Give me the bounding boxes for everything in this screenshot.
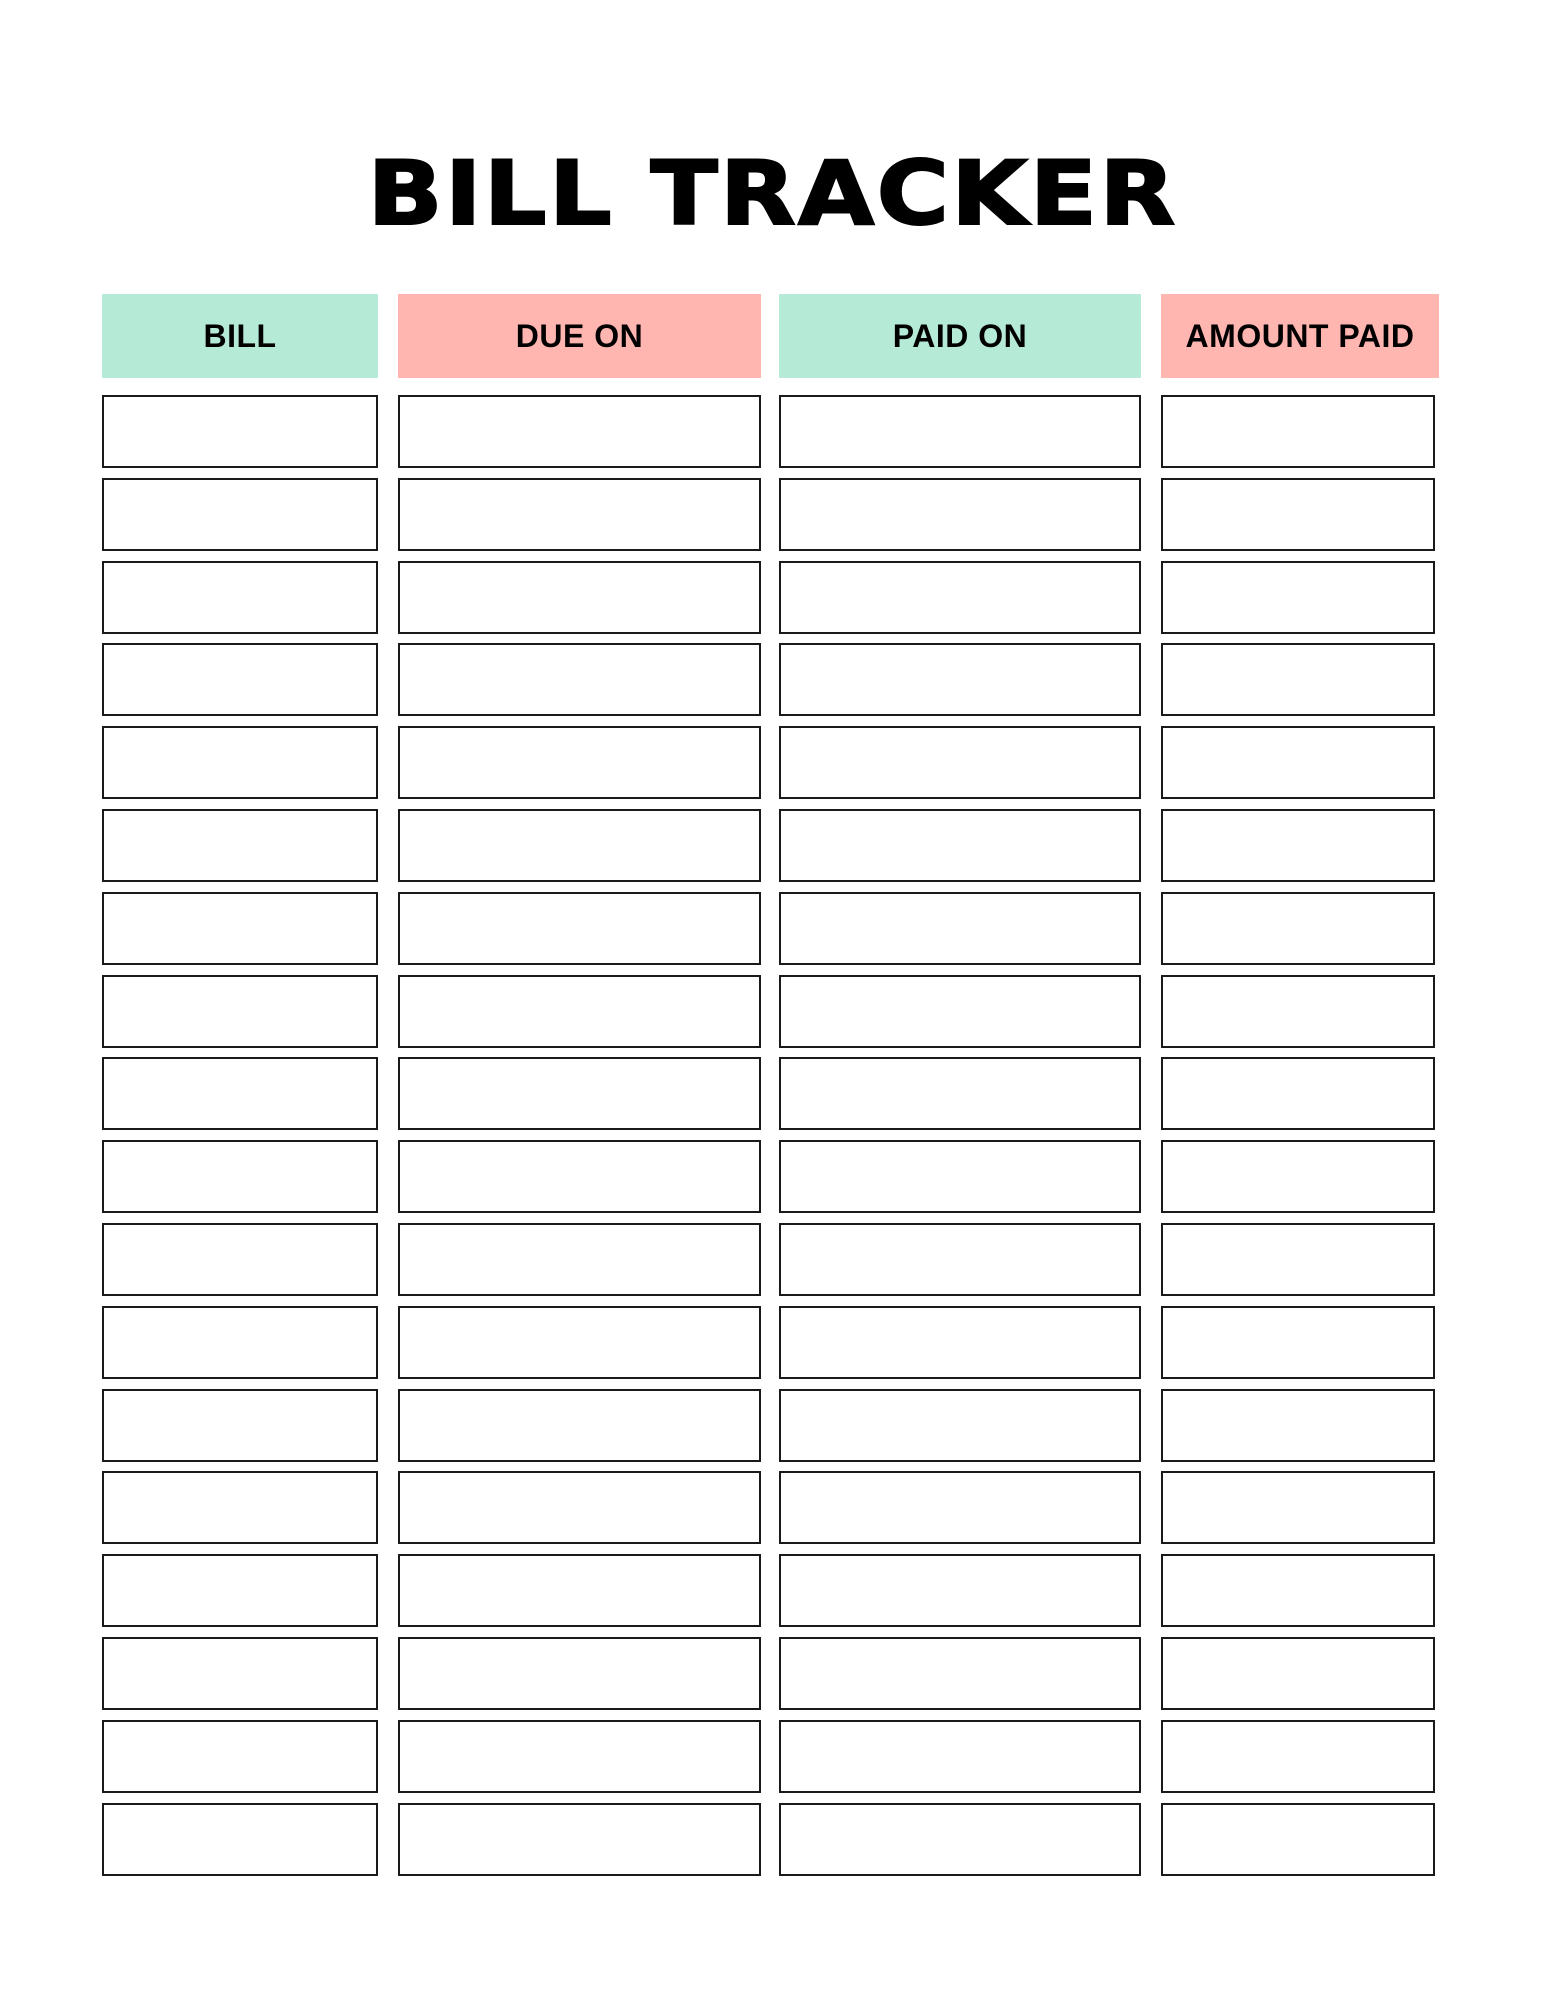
table-cell-amount-paid[interactable]: [1161, 561, 1435, 634]
table-cell-paid-on[interactable]: [779, 1223, 1141, 1296]
table-cell-bill[interactable]: [102, 1720, 378, 1793]
table-cell-bill[interactable]: [102, 1471, 378, 1544]
table-cell-bill[interactable]: [102, 726, 378, 799]
table-cell-due-on[interactable]: [398, 1389, 761, 1462]
table-cell-paid-on[interactable]: [779, 1471, 1141, 1544]
table-cell-due-on[interactable]: [398, 1554, 761, 1627]
table-cell-bill[interactable]: [102, 1223, 378, 1296]
table-cell-bill[interactable]: [102, 975, 378, 1048]
page-title: BILL TRACKER: [367, 142, 1178, 245]
table-cell-amount-paid[interactable]: [1161, 809, 1435, 882]
table-cell-due-on[interactable]: [398, 975, 761, 1048]
table-cell-due-on[interactable]: [398, 1803, 761, 1876]
table-cell-paid-on[interactable]: [779, 892, 1141, 965]
column-bill: [102, 294, 378, 378]
header-amount-paid: AMOUNT PAID: [1161, 294, 1439, 378]
table-cell-bill[interactable]: [102, 1140, 378, 1213]
table-cell-bill[interactable]: [102, 1637, 378, 1710]
table-cell-due-on[interactable]: [398, 726, 761, 799]
table-cell-bill[interactable]: [102, 643, 378, 716]
table-cell-bill[interactable]: [102, 1389, 378, 1462]
table-cell-paid-on[interactable]: [779, 1140, 1141, 1213]
table-cell-amount-paid[interactable]: [1161, 1637, 1435, 1710]
column-paid-on: [779, 294, 1141, 378]
table-cell-paid-on[interactable]: [779, 975, 1141, 1048]
table-cell-paid-on[interactable]: [779, 1637, 1141, 1710]
table-cell-amount-paid[interactable]: [1161, 1471, 1435, 1544]
table-cell-amount-paid[interactable]: [1161, 1389, 1435, 1462]
table-cell-amount-paid[interactable]: [1161, 892, 1435, 965]
table-cell-bill[interactable]: [102, 1057, 378, 1130]
table-cell-amount-paid[interactable]: [1161, 1057, 1435, 1130]
table-cell-due-on[interactable]: [398, 1306, 761, 1379]
table-cell-amount-paid[interactable]: [1161, 643, 1435, 716]
table-cell-due-on[interactable]: [398, 1057, 761, 1130]
table-cell-due-on[interactable]: [398, 1471, 761, 1544]
table-cell-paid-on[interactable]: [779, 1720, 1141, 1793]
table-cell-paid-on[interactable]: [779, 1803, 1141, 1876]
table-cell-bill[interactable]: [102, 395, 378, 468]
table-cell-bill[interactable]: [102, 561, 378, 634]
table-cell-amount-paid[interactable]: [1161, 395, 1435, 468]
table-cell-due-on[interactable]: [398, 892, 761, 965]
table-cell-amount-paid[interactable]: [1161, 726, 1435, 799]
table-cell-bill[interactable]: [102, 1306, 378, 1379]
table-cell-bill[interactable]: [102, 1554, 378, 1627]
table-cell-paid-on[interactable]: [779, 1389, 1141, 1462]
table-cell-paid-on[interactable]: [779, 478, 1141, 551]
table-cell-paid-on[interactable]: [779, 1306, 1141, 1379]
table-cell-bill[interactable]: [102, 892, 378, 965]
table-cell-amount-paid[interactable]: [1161, 1720, 1435, 1793]
table-cell-paid-on[interactable]: [779, 643, 1141, 716]
table-cell-due-on[interactable]: [398, 1720, 761, 1793]
header-paid-on: PAID ON: [779, 294, 1141, 378]
table-cell-bill[interactable]: [102, 809, 378, 882]
header-due-on: DUE ON: [398, 294, 761, 378]
column-amount-paid: [1161, 294, 1439, 378]
table-cell-amount-paid[interactable]: [1161, 478, 1435, 551]
table-cell-due-on[interactable]: [398, 643, 761, 716]
table-cell-due-on[interactable]: [398, 561, 761, 634]
table-cell-amount-paid[interactable]: [1161, 1803, 1435, 1876]
column-due-on: [398, 294, 761, 378]
table-cell-paid-on[interactable]: [779, 726, 1141, 799]
table-cell-paid-on[interactable]: [779, 809, 1141, 882]
table-cell-amount-paid[interactable]: [1161, 1306, 1435, 1379]
table-cell-due-on[interactable]: [398, 1223, 761, 1296]
table-cell-due-on[interactable]: [398, 478, 761, 551]
table-cell-paid-on[interactable]: [779, 395, 1141, 468]
table-cell-paid-on[interactable]: [779, 561, 1141, 634]
header-bill: BILL: [102, 294, 378, 378]
table-cell-bill[interactable]: [102, 478, 378, 551]
table-cell-due-on[interactable]: [398, 1637, 761, 1710]
table-cell-amount-paid[interactable]: [1161, 975, 1435, 1048]
table-cell-due-on[interactable]: [398, 809, 761, 882]
table-cell-amount-paid[interactable]: [1161, 1140, 1435, 1213]
table-cell-bill[interactable]: [102, 1803, 378, 1876]
table-cell-paid-on[interactable]: [779, 1057, 1141, 1130]
table-cell-due-on[interactable]: [398, 395, 761, 468]
table-cell-due-on[interactable]: [398, 1140, 761, 1213]
table-cell-amount-paid[interactable]: [1161, 1223, 1435, 1296]
table-cell-paid-on[interactable]: [779, 1554, 1141, 1627]
table-cell-amount-paid[interactable]: [1161, 1554, 1435, 1627]
